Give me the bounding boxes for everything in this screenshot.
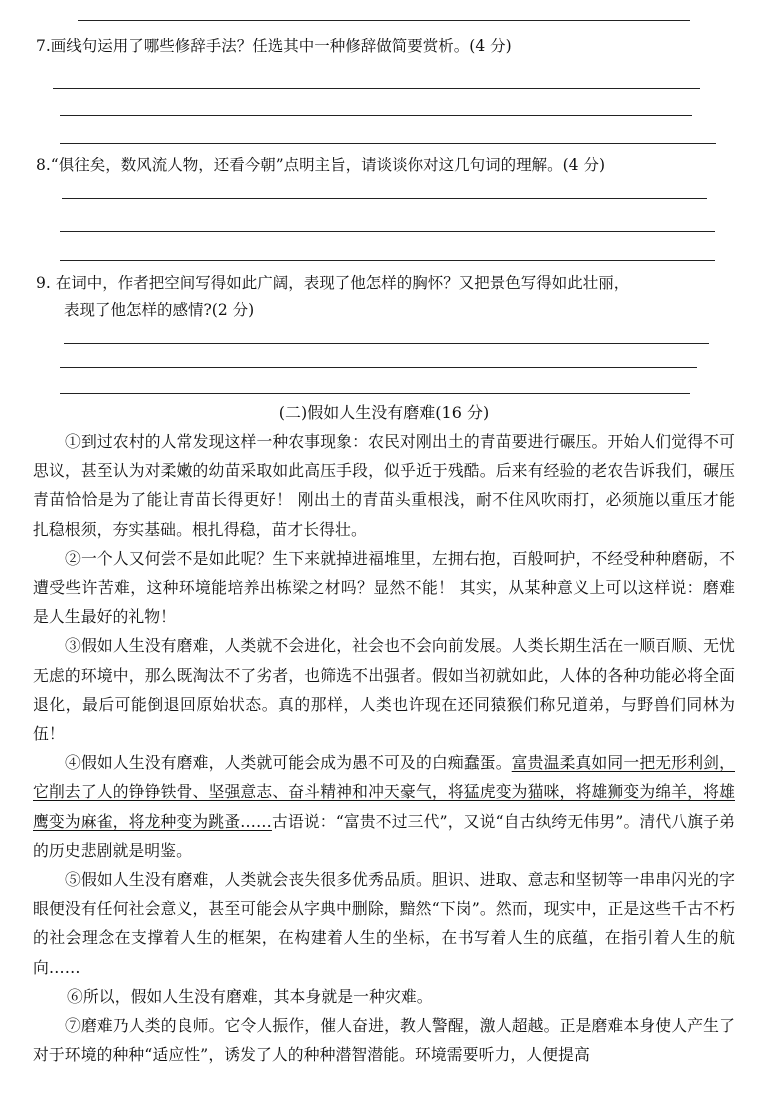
answer-line bbox=[60, 367, 697, 368]
paragraph-4-start: ④假如人生没有磨难，人类就可能会成为愚不可及的白痴蠢蛋。 bbox=[65, 753, 512, 773]
answer-line bbox=[60, 393, 690, 394]
answer-line bbox=[60, 115, 692, 116]
question-9-line-2: 表现了他怎样的感情?(2 分) bbox=[64, 301, 255, 319]
answer-line bbox=[78, 20, 690, 21]
paragraph-4-end: 古语说：“富贵不过三代”，又说“自古纨绔无伟男”。清代八旗子弟的历史悲剧就是明鉴。 bbox=[33, 811, 735, 860]
question-7: 7.画线句运用了哪些修辞手法？任选其中一种修辞做简要赏析。(4 分) bbox=[36, 37, 512, 55]
answer-line bbox=[60, 231, 715, 232]
paragraph-6: ⑥所以，假如人生没有磨难，其本身就是一种灾难。 bbox=[67, 986, 433, 1006]
answer-line bbox=[60, 260, 715, 261]
paragraph-4 bbox=[33, 748, 735, 865]
paragraph-1: ①到过农村的人常发现这样一种农事现象：农民对刚出土的青苗要进行碾压。开始人们觉得不可思议，甚至认为对柔嫩的幼苗采取如此高压手段，似乎近于残酷。后来有经验的老农告诉我们，碾压青苗恰恰是为了能让青苗长得更好！ 刚出土的青苗头重根浅，耐不住风吹雨打，必须施以重压才能扎稳根须，夯实基础。根扎得稳，苗才长得壮。 bbox=[33, 432, 735, 539]
section-title: (二)假如人生没有磨难(16 分) bbox=[278, 403, 490, 422]
underlined-sentence: 富贵温柔真如同一把无形利剑，它削去了人的铮铮铁骨、坚强意志、奋斗精神和冲天豪气，将猛虎变为猫咪，将雄狮变为绵羊，将雄鹰变为麻雀，将龙种变为跳蚤…… bbox=[33, 753, 735, 831]
paragraph-5: ⑤假如人生没有磨难，人类就会丧失很多优秀品质。胆识、进取、意志和坚韧等一串串闪光的字眼便没有任何社会意义，甚至可能会从字典中删除，黯然“下岗”。然而，现实中，正是这些千古不朽的社会理念在支撑着人生的框架，在构建着人生的坐标，在书写着人生的底蕴，在指引着人生的航向…… bbox=[33, 870, 735, 977]
question-9-line-1: 9. 在词中，作者把空间写得如此广阔，表现了他怎样的胸怀？又把景色写得如此壮丽， bbox=[36, 274, 630, 292]
answer-line bbox=[60, 143, 716, 144]
answer-line bbox=[53, 88, 700, 89]
paragraph-7: ⑦磨难乃人类的良师。它令人振作，催人奋进，教人警醒，激人超越。正是磨难本身使人产生了对于环境的种种“适应性”，诱发了人的种种潜智潜能。环境需要听力，人便提高 bbox=[33, 1016, 735, 1065]
passage bbox=[33, 427, 735, 1069]
paragraph-3: ③假如人生没有磨难，人类就不会进化，社会也不会向前发展。人类长期生活在一顺百顺、无忧无虑的环境中，那么既淘汰不了劣者，也筛选不出强者。假如当初就如此，人体的各种功能必将全面退化，最后可能倒退回原始状态。真的那样，人类也许现在还同猿猴们称兄道弟，与野兽们同林为伍！ bbox=[33, 636, 735, 744]
paragraph-2: ②一个人又何尝不是如此呢？生下来就掉进福堆里，左拥右抱，百般呵护，不经受种种磨砺，不遭受些许苦难，这种环境能培养出栋梁之材吗？显然不能！ 其实，从某种意义上可以这样说：磨难是人生最好的礼物！ bbox=[33, 548, 735, 627]
answer-line bbox=[62, 198, 707, 199]
question-8: 8.“俱往矣，数风流人物，还看今朝”点明主旨，请谈谈你对这几句词的理解。(4 分) bbox=[36, 156, 606, 174]
answer-line bbox=[64, 343, 709, 344]
